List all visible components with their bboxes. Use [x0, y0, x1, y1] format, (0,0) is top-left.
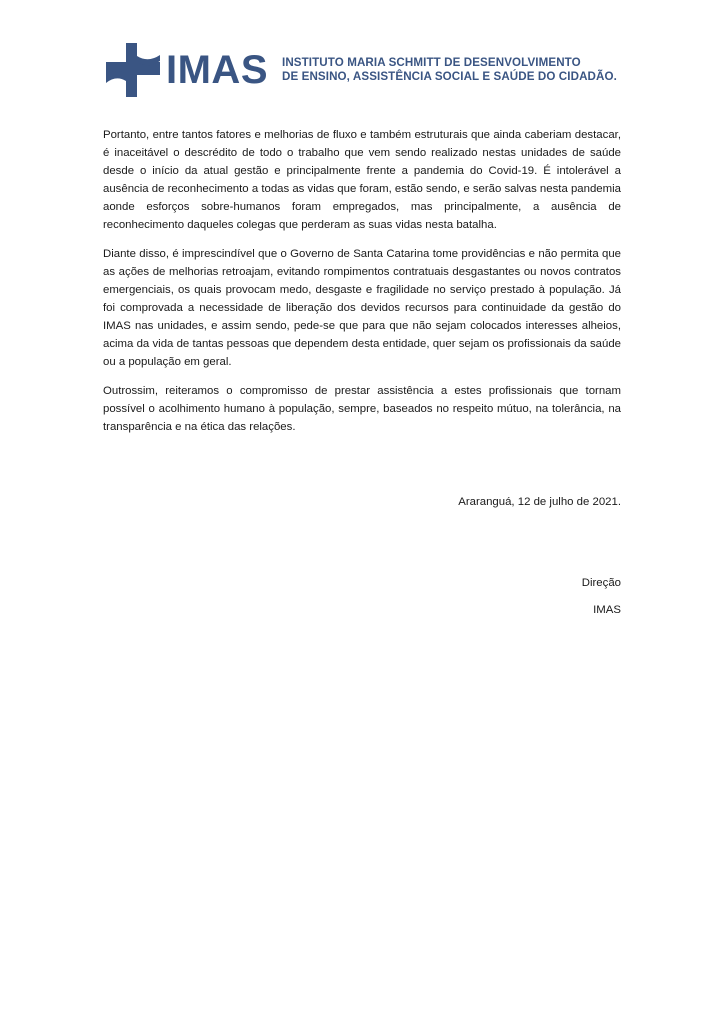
letter-body — [103, 126, 621, 447]
place-and-date: Araranguá, 12 de julho de 2021. — [458, 496, 621, 508]
institution-name-line-2: DE ENSINO, ASSISTÊNCIA SOCIAL E SAÚDE DO CIDADÃO. — [282, 70, 617, 83]
signatory: Direção — [581, 577, 621, 589]
imas-cross-logo-icon — [104, 41, 162, 99]
paragraph: Portanto, entre tantos fatores e melhorias de fluxo e também estruturais que ainda caberiam destacar, é inaceitável o descrédito de todo o trabalho que vem sendo realizado nestas unidades de saúde desde o início da atual gestão e principalmente frente a pandemia do Covid-19. É intolerável a ausência de reconhecimento a todas as vidas que foram, estão sendo, e serão salvas nesta pandemia aonde esforços sobre-humanos foram empregados, mas principalmente, a ausência de reconhecimento daqueles colegas que perderam as suas vidas nesta batalha. — [103, 129, 621, 231]
letterhead — [104, 40, 617, 100]
institution-name — [282, 56, 617, 84]
logo-wordmark: IMAS — [166, 48, 268, 92]
institution-name-line-1: INSTITUTO MARIA SCHMITT DE DESENVOLVIMENTO — [282, 56, 581, 69]
paragraph: Diante disso, é imprescindível que o Governo de Santa Catarina tome providências e não permita que as ações de melhorias retroajam, evitando rompimentos contratuais desgastantes ou novos contratos emergenciais, os quais provocam medo, desgaste e fragilidade no serviço prestado à população. Já foi comprovada a necessidade de liberação dos devidos recursos para continuidade da gestão do IMAS nas unidades, e assim sendo, pede-se que para que não sejam colocados interesses alheios, acima da vida de tantas pessoas que dependem desta entidade, quer sejam os profissionais da saúde ou a população em geral. — [103, 248, 621, 368]
paragraph: Outrossim, reiteramos o compromisso de prestar assistência a estes profissionais que tornam possível o acolhimento humano à população, sempre, baseados no respeito mútuo, na tolerância, na transparência e na ética das relações. — [103, 385, 621, 433]
signing-organization: IMAS — [593, 604, 621, 616]
